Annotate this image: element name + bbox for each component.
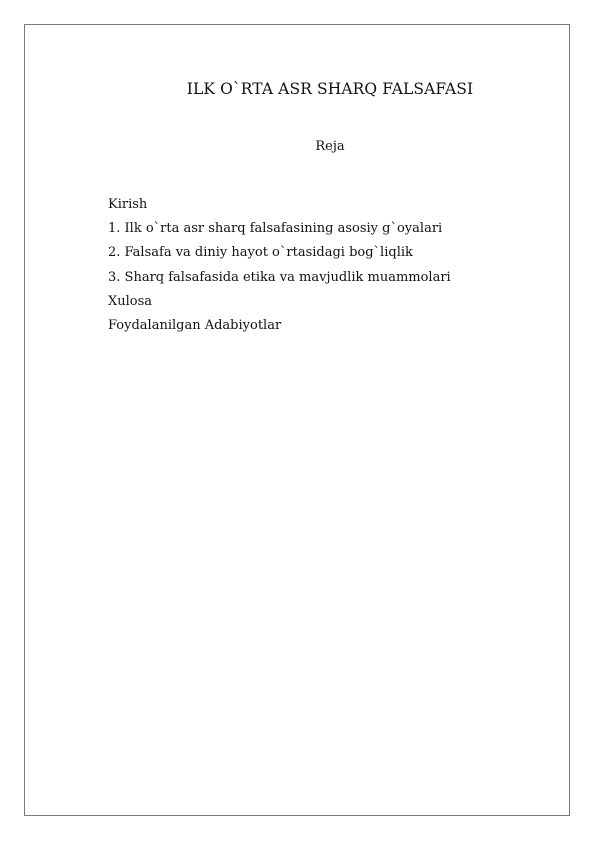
plan-item-chapter-2: 2. Falsafa va diniy hayot o`rtasidagi bog`liqlik: [108, 245, 413, 261]
plan-list: [108, 193, 451, 338]
plan-item-chapter-1: 1. Ilk o`rta asr sharq falsafasining asosiy g`oyalari: [108, 221, 443, 237]
document-title: ILK O`RTA ASR SHARQ FALSAFASI: [186, 80, 474, 98]
plan-item-introduction: Kirish: [108, 197, 148, 212]
plan-item-conclusion: Xulosa: [108, 293, 153, 309]
plan-heading: Reja: [315, 139, 345, 154]
plan-item-chapter-3: 3. Sharq falsafasida etika va mavjudlik muammolari: [108, 269, 451, 285]
plan-item-references: Foydalanilgan Adabiyotlar: [108, 318, 282, 334]
